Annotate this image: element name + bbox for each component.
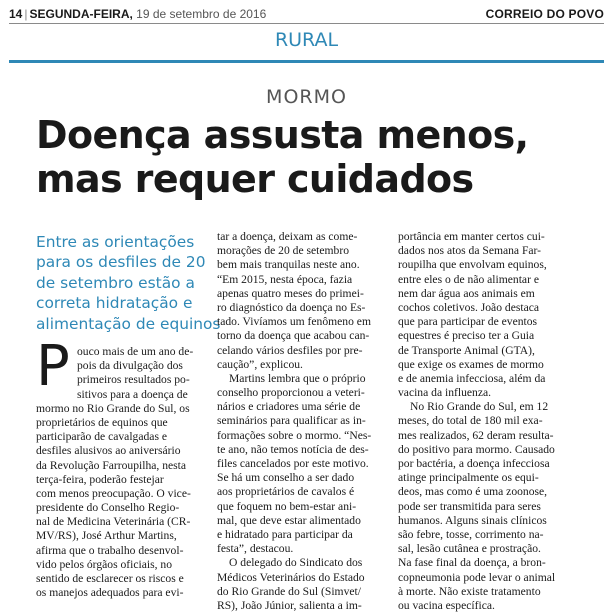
article-line: de Transporte Animal (GTA), xyxy=(398,343,535,357)
article-line: deos, mas como é uma zoonose, xyxy=(398,485,548,499)
article-line: e de anemia infecciosa, além da xyxy=(398,371,546,385)
article-line: do Rio Grande do Sul (Simvet/ xyxy=(217,584,361,598)
article-line: atinge principalmente os equi- xyxy=(398,471,539,485)
article-line: meses, do total de 180 mil exa- xyxy=(398,414,543,428)
article-line: Martins lembra que o próprio xyxy=(229,371,366,385)
article-column-2 xyxy=(217,230,389,613)
article-line: os manejos adequados para evi- xyxy=(36,586,184,600)
article-line: mormo no Rio Grande do Sul, os xyxy=(36,401,190,415)
article-line: festa”, destacou. xyxy=(217,542,294,556)
page-number: 14 xyxy=(9,7,23,21)
article-line: caução”, explicou. xyxy=(217,357,303,371)
newspaper-name: CORREIO DO POVO xyxy=(485,7,604,21)
article-line: torno da doença que acabou can- xyxy=(217,329,370,343)
article-line: formações sobre o mormo. “Nes- xyxy=(217,428,372,442)
article-line: tar a doença, deixam as come- xyxy=(217,230,358,243)
article-line: No Rio Grande do Sul, em 12 xyxy=(410,400,549,414)
article-line: e hidratado para participar da xyxy=(217,527,353,541)
page-header xyxy=(9,4,604,24)
article-line: com menos preocupação. O vice- xyxy=(36,486,191,500)
article-line: proprietários de equinos que xyxy=(36,415,168,429)
article-line: vido pelos órgãos oficiais, no xyxy=(36,557,172,571)
article-line: são febre, tosse, corrimento na- xyxy=(398,527,544,541)
article-line: humanos. Alguns sinais clínicos xyxy=(398,513,547,527)
summary-line: para os desfiles de 20 xyxy=(36,253,206,272)
article-line: primeiros resultados po- xyxy=(77,373,190,387)
article-line: ou vacina específica. xyxy=(398,598,495,612)
article-summary xyxy=(36,232,221,334)
article-line: ro diagnóstico da doença no Es- xyxy=(217,300,366,314)
article-line: nal de Medicina Veterinária (CR- xyxy=(36,515,191,529)
article-line: vacina da influenza. xyxy=(398,386,492,400)
article-line: bem mais tranquilas neste ano. xyxy=(217,258,360,272)
summary-line: de setembro estão a xyxy=(36,273,195,292)
article-line: dados nos atos da Semana Far- xyxy=(398,244,542,258)
article-line: terça-feira, poderão festejar xyxy=(36,472,164,486)
summary-line: Entre as orientações xyxy=(36,233,195,251)
article-line: sitivos para a doença de xyxy=(77,387,188,401)
drop-cap: P xyxy=(36,334,70,399)
article-line: equestres é preciso ter a Guia xyxy=(398,329,535,343)
article-line: aos proprietários de cavalos é xyxy=(217,485,355,499)
article-line: RS), João Júnior, salienta a im- xyxy=(217,598,362,612)
article-line: desfiles alusivos ao aniversário xyxy=(36,444,181,458)
article-line: mes realizados, 62 deram resulta- xyxy=(398,428,554,442)
article-line: seminários para qualificar as in- xyxy=(217,414,366,428)
section-title: RURAL xyxy=(274,29,339,51)
article-line: mal, que deve estar alimentado xyxy=(217,513,361,527)
article-line: apenas quatro meses do primei- xyxy=(217,286,364,300)
article-column-1 xyxy=(36,345,208,600)
article-line: presidente do Conselho Regio- xyxy=(36,501,180,515)
article-line: pode ser transmitida para seres xyxy=(398,499,541,513)
article-line: da Revolução Farroupilha, nesta xyxy=(36,458,187,472)
article-line: O delegado do Sindicato dos xyxy=(229,556,363,570)
article-line: conselho proporcionou a veteri- xyxy=(217,386,365,400)
summary-line: correta hidratação e xyxy=(36,294,193,313)
page-info: 14 | SEGUNDA-FEIRA, 19 de setembro de 2016 xyxy=(9,7,267,21)
article-line: entre eles o de não alimentar e xyxy=(398,272,539,286)
article-line: que para participar de eventos xyxy=(398,315,538,329)
article-line: afirma que o trabalho desenvol- xyxy=(36,543,184,557)
article-line: por bactéria, a doença infecciosa xyxy=(398,457,550,470)
article-line: roupilha que envolvam equinos, xyxy=(398,258,547,272)
article-line: cochos coletivos. João destaca xyxy=(398,300,540,314)
article-line: tado. Vivíamos um fenômeno em xyxy=(217,315,371,329)
issue-date: 19 de setembro de 2016 xyxy=(136,7,267,21)
headline-line: Doença assusta menos, xyxy=(36,113,529,157)
article-line: portância em manter certos cui- xyxy=(398,230,545,243)
article-line: ouco mais de um ano de- xyxy=(77,345,194,358)
article-line: participarão de cavalgadas e xyxy=(36,430,167,444)
article-line: à morte. Não existe tratamento xyxy=(398,584,541,598)
article-line: files cancelados por este motivo. xyxy=(217,457,369,470)
article-line: sal, lesão cutânea e prostração. xyxy=(398,542,541,556)
article-line: copneumonia pode levar o animal xyxy=(398,570,556,584)
article-line: nários e criadores uma série de xyxy=(217,400,361,414)
article-line: nem dar água aos animais em xyxy=(398,286,535,300)
article-line: que foquem no bem-estar ani- xyxy=(217,499,357,513)
headline xyxy=(36,113,528,201)
article-line: celando vários desfiles por pre- xyxy=(217,343,363,357)
article-line: pois da divulgação dos xyxy=(77,359,183,373)
article-line: Médicos Veterinários do Estado xyxy=(217,570,365,584)
summary-line: alimentação de equinos xyxy=(36,314,221,333)
article-line: sentido de esclarecer os riscos e xyxy=(36,572,184,585)
headline-line: mas requer cuidados xyxy=(36,157,474,201)
article-line: “Em 2015, nesta época, fazia xyxy=(217,272,353,286)
article-kicker: MORMO xyxy=(266,86,347,108)
article-line: que exige os exames de mormo xyxy=(398,357,544,371)
weekday: SEGUNDA-FEIRA, xyxy=(29,7,133,21)
article-line: Na fase final da doença, a bron- xyxy=(398,556,546,570)
article-line: morações de 20 de setembro xyxy=(217,244,349,258)
section-divider xyxy=(9,60,604,63)
article-column-3 xyxy=(398,230,574,613)
article-line: MV/RS), José Arthur Martins, xyxy=(36,529,177,543)
article-line: te ano, não temos notícia de des- xyxy=(217,442,369,456)
article-line: Se há um conselho a ser dado xyxy=(217,471,355,485)
article-line: do positivo para mormo. Causado xyxy=(398,442,555,456)
